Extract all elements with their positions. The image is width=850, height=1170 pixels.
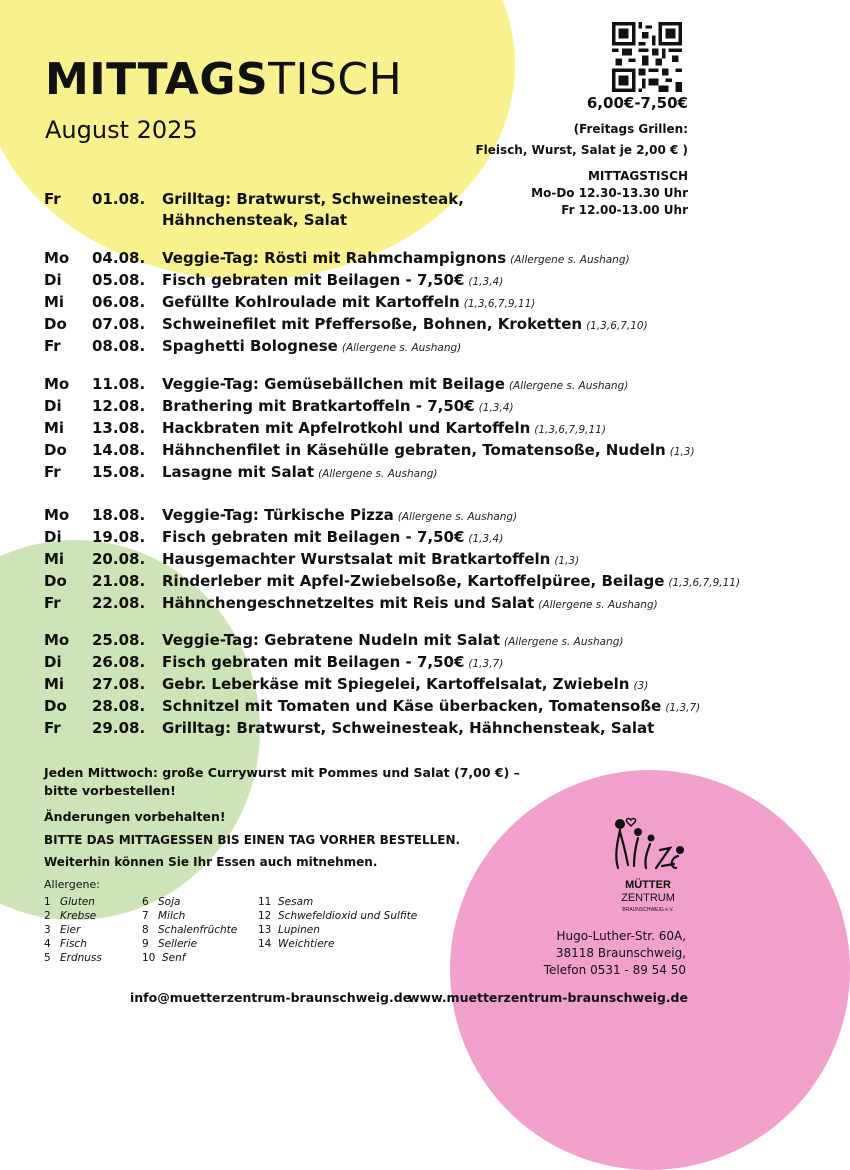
allergen-note: (Allergene s. Aushang) — [508, 380, 629, 392]
allergen-number: 4 — [44, 938, 51, 950]
menu-dish-text: Fisch gebraten mit Beilagen - 7,50€ — [162, 271, 465, 289]
page-subtitle: August 2025 — [45, 116, 198, 144]
menu-dish — [162, 673, 648, 697]
menu-date: 07.08. — [92, 315, 146, 333]
menu-date: 29.08. — [92, 719, 146, 737]
menu-date: 12.08. — [92, 397, 146, 415]
menu-dish — [162, 526, 503, 550]
allergen-note: (1,3,7) — [665, 702, 701, 714]
page-title: MITTAGSTISCH — [45, 54, 403, 105]
allergen-item — [142, 937, 197, 951]
allergen-note: (Allergene s. Aushang) — [510, 254, 630, 266]
menu-day: Mo — [44, 249, 70, 267]
menu-day: Do — [44, 315, 67, 333]
allergen-note: (Allergene s. Aushang) — [318, 468, 438, 480]
allergen-item — [142, 923, 237, 937]
menu-dish — [162, 313, 648, 337]
allergen-note: (1,3,6,7,9,11) — [463, 298, 536, 310]
menu-date: 05.08. — [92, 271, 146, 289]
muetterzentrum-logo — [604, 810, 692, 920]
allergen-number: 5 — [44, 952, 51, 964]
menu-date: 01.08. — [92, 190, 146, 208]
menu-day: Mi — [44, 419, 65, 437]
menu-date: 25.08. — [92, 631, 146, 649]
menu-date: 11.08. — [92, 375, 146, 393]
allergen-item — [44, 951, 102, 965]
menu-date: 08.08. — [92, 337, 146, 355]
menu-dish — [162, 247, 630, 271]
order-notice: BITTE DAS MITTAGESSEN BIS EINEN TAG VORHER BESTELLEN. — [44, 833, 461, 847]
menu-day: Mo — [44, 631, 70, 649]
allergen-note: (Allergene s. Aushang) — [397, 511, 518, 523]
allergen-item — [44, 895, 95, 909]
allergen-item — [142, 909, 185, 923]
menu-date: 14.08. — [92, 441, 146, 459]
menu-dish-text: Veggie-Tag: Rösti mit Rahmchampignons — [162, 249, 507, 267]
allergens-title: Allergene: — [44, 878, 100, 891]
menu-dish-text: Veggie-Tag: Türkische Pizza — [162, 506, 394, 524]
allergen-label: Krebse — [60, 910, 97, 922]
menu-dish — [162, 269, 503, 293]
allergen-label: Fisch — [60, 938, 87, 950]
allergen-item — [142, 951, 185, 965]
allergen-number: 1 — [44, 896, 51, 908]
allergen-note: (1,3,6,7,9,11) — [668, 577, 741, 589]
takeaway-notice: Weiterhin können Sie Ihr Essen auch mitnehmen. — [44, 855, 378, 869]
allergen-note: (Allergene s. Aushang) — [504, 636, 624, 648]
menu-day: Fr — [44, 594, 61, 612]
allergen-number: 14 — [258, 938, 272, 950]
menu-day: Fr — [44, 719, 61, 737]
menu-date: 28.08. — [92, 697, 146, 715]
menu-dish — [162, 291, 535, 315]
allergen-label: Sesam — [278, 896, 314, 908]
menu-dish — [162, 570, 740, 594]
menu-day: Mo — [44, 506, 70, 524]
logo-head — [676, 846, 684, 854]
qr-code-icon[interactable] — [612, 22, 682, 92]
menu-dish — [162, 717, 654, 739]
menu-dish — [162, 629, 623, 653]
menu-dish — [162, 461, 438, 485]
menu-date: 19.08. — [92, 528, 146, 546]
footer-website-link[interactable]: www.muetterzentrum-braunschweig.de — [407, 990, 688, 1005]
menu-dish — [162, 417, 606, 441]
menu-dish-text: Hähnchengeschnetzeltes mit Reis und Salat — [162, 594, 535, 612]
allergen-item — [44, 937, 87, 951]
menu-day: Mi — [44, 550, 65, 568]
logo-head — [648, 835, 655, 842]
allergen-item — [258, 937, 334, 951]
menu-dish — [162, 209, 347, 231]
allergen-note: (Allergene s. Aushang) — [341, 342, 462, 354]
allergen-label: Sellerie — [158, 938, 198, 950]
menu-dish-text: Spaghetti Bolognese — [162, 337, 338, 355]
menu-dish-text: Veggie-Tag: Gebratene Nudeln mit Salat — [162, 631, 501, 649]
address-phone: Telefon 0531 - 89 54 50 — [543, 963, 686, 977]
grill-info — [475, 119, 688, 161]
allergen-note: (1,3,7) — [468, 658, 504, 670]
menu-day: Mo — [44, 375, 70, 393]
menu-day: Do — [44, 441, 67, 459]
allergen-label: Eier — [60, 924, 81, 936]
menu-dish-text: Hähnchensteak, Salat — [162, 211, 348, 229]
menu-day: Fr — [44, 463, 61, 481]
allergen-number: 2 — [44, 910, 51, 922]
logo-head — [615, 819, 625, 829]
currywurst-notice-line: Jeden Mittwoch: große Currywurst mit Pommes und Salat (7,00 €) – — [44, 765, 520, 780]
menu-dish — [162, 592, 658, 616]
menu-dish-text: Rinderleber mit Apfel-Zwiebelsoße, Kartoffelpüree, Beilage — [162, 572, 665, 590]
opening-hours-title: MITTAGSTISCH — [587, 169, 688, 183]
allergen-item — [142, 895, 180, 909]
opening-hours — [531, 168, 688, 219]
menu-dish-text: Fisch gebraten mit Beilagen - 7,50€ — [162, 528, 465, 546]
allergen-item — [44, 909, 96, 923]
menu-day: Di — [44, 528, 62, 546]
allergen-note: (1,3,6,7,9,11) — [534, 424, 606, 436]
grill-info-line: Fleisch, Wurst, Salat je 2,00 € ) — [475, 143, 688, 157]
menu-dish — [162, 373, 628, 397]
price-range: 6,00€-7,50€ — [586, 94, 688, 112]
menu-date: 27.08. — [92, 675, 146, 693]
menu-dish-text: Grilltag: Bratwurst, Schweinesteak, — [162, 190, 464, 208]
menu-day: Do — [44, 572, 67, 590]
allergen-item — [258, 895, 313, 909]
currywurst-notice-line: bitte vorbestellen! — [44, 783, 176, 798]
menu-dish-text: Fisch gebraten mit Beilagen - 7,50€ — [162, 653, 465, 671]
allergen-label: Schalenfrüchte — [158, 924, 238, 936]
allergen-label: Senf — [162, 952, 186, 964]
allergen-note: (1,3,4) — [468, 276, 504, 288]
menu-date: 22.08. — [92, 594, 146, 612]
menu-date: 21.08. — [92, 572, 146, 590]
address — [544, 928, 686, 979]
menu-dish — [162, 651, 503, 675]
allergen-number: 9 — [142, 938, 149, 950]
allergen-label: Soja — [158, 896, 181, 908]
menu-day: Mi — [44, 675, 65, 693]
menu-dish-text: Gefüllte Kohlroulade mit Kartoffeln — [162, 293, 460, 311]
allergen-number: 6 — [142, 896, 149, 908]
opening-hours-line: Fr 12.00-13.00 Uhr — [561, 203, 688, 217]
menu-dish-text: Hackbraten mit Apfelrotkohl und Kartoffeln — [162, 419, 531, 437]
allergen-note: (1,3,4) — [468, 533, 504, 545]
allergen-label: Schwefeldioxid und Sulfite — [278, 910, 418, 922]
menu-date: 20.08. — [92, 550, 146, 568]
allergen-number: 10 — [142, 952, 156, 964]
allergen-note: (Allergene s. Aushang) — [538, 599, 658, 611]
menu-dish — [162, 548, 579, 572]
menu-dish — [162, 695, 700, 719]
allergen-label: Erdnuss — [60, 952, 102, 964]
menu-dish — [162, 504, 517, 528]
menu-day: Di — [44, 271, 62, 289]
allergen-label: Gluten — [60, 896, 95, 908]
menu-date: 06.08. — [92, 293, 146, 311]
menu-day: Fr — [44, 337, 61, 355]
allergen-item — [44, 923, 80, 937]
menu-dish-text: Veggie-Tag: Gemüsebällchen mit Beilage — [162, 375, 505, 393]
menu-dish-text: Grilltag: Bratwurst, Schweinesteak, Hähnchensteak, Salat — [162, 719, 655, 737]
menu-day: Mi — [44, 293, 65, 311]
allergen-label: Weichtiere — [278, 938, 335, 950]
allergen-label: Milch — [158, 910, 186, 922]
address-city: 38118 Braunschweig, — [555, 946, 686, 960]
changes-notice: Änderungen vorbehalten! — [44, 809, 226, 824]
menu-dish — [162, 188, 464, 210]
allergen-number: 7 — [142, 910, 149, 922]
menu-dish-text: Lasagne mit Salat — [162, 463, 315, 481]
logo-word2: ZENTRUM — [621, 892, 675, 904]
allergen-item — [258, 909, 417, 923]
menu-dish-text: Schweinefilet mit Pfeffersoße, Bohnen, Kroketten — [162, 315, 583, 333]
footer-email-link[interactable]: info@muetterzentrum-braunschweig.de — [130, 990, 412, 1005]
allergen-number: 3 — [44, 924, 51, 936]
menu-day: Di — [44, 653, 62, 671]
menu-day: Do — [44, 697, 67, 715]
menu-dish-text: Hausgemachter Wurstsalat mit Bratkartoffeln — [162, 550, 551, 568]
logo-head — [634, 828, 642, 836]
menu-dish-text: Hähnchenfilet in Käsehülle gebraten, Tomatensoße, Nudeln — [162, 441, 666, 459]
menu-day: Fr — [44, 190, 61, 208]
logo-city: BRAUNSCHWEIG e.V. — [622, 907, 674, 913]
menu-dish-text: Gebr. Leberkäse mit Spiegelei, Kartoffelsalat, Zwiebeln — [162, 675, 630, 693]
menu-dish — [162, 335, 461, 359]
allergen-label: Lupinen — [278, 924, 320, 936]
allergen-note: (1,3,4) — [478, 402, 514, 414]
logo-word: MÜTTER — [625, 879, 671, 891]
allergen-note: (1,3,6,7,10) — [586, 320, 648, 332]
allergen-number: 8 — [142, 924, 149, 936]
menu-date: 18.08. — [92, 506, 146, 524]
menu-dish-text: Brathering mit Bratkartoffeln - 7,50€ — [162, 397, 475, 415]
allergen-number: 11 — [258, 896, 272, 908]
menu-date: 04.08. — [92, 249, 146, 267]
menu-date: 13.08. — [92, 419, 146, 437]
menu-dish — [162, 395, 514, 419]
allergen-item — [258, 923, 320, 937]
opening-hours-line: Mo-Do 12.30-13.30 Uhr — [531, 186, 688, 200]
grill-info-line: (Freitags Grillen: — [573, 122, 688, 136]
menu-date: 15.08. — [92, 463, 146, 481]
menu-dish — [162, 439, 695, 463]
allergen-number: 13 — [258, 924, 272, 936]
address-street: Hugo-Luther-Str. 60A, — [556, 929, 686, 943]
currywurst-notice — [44, 764, 520, 800]
allergen-note: (1,3) — [669, 446, 695, 458]
menu-dish-text: Schnitzel mit Tomaten und Käse überbacken, Tomatensoße — [162, 697, 662, 715]
menu-day: Di — [44, 397, 62, 415]
menu-date: 26.08. — [92, 653, 146, 671]
allergen-note: (3) — [633, 680, 649, 692]
allergen-note: (1,3) — [554, 555, 580, 567]
allergen-number: 12 — [258, 910, 272, 922]
